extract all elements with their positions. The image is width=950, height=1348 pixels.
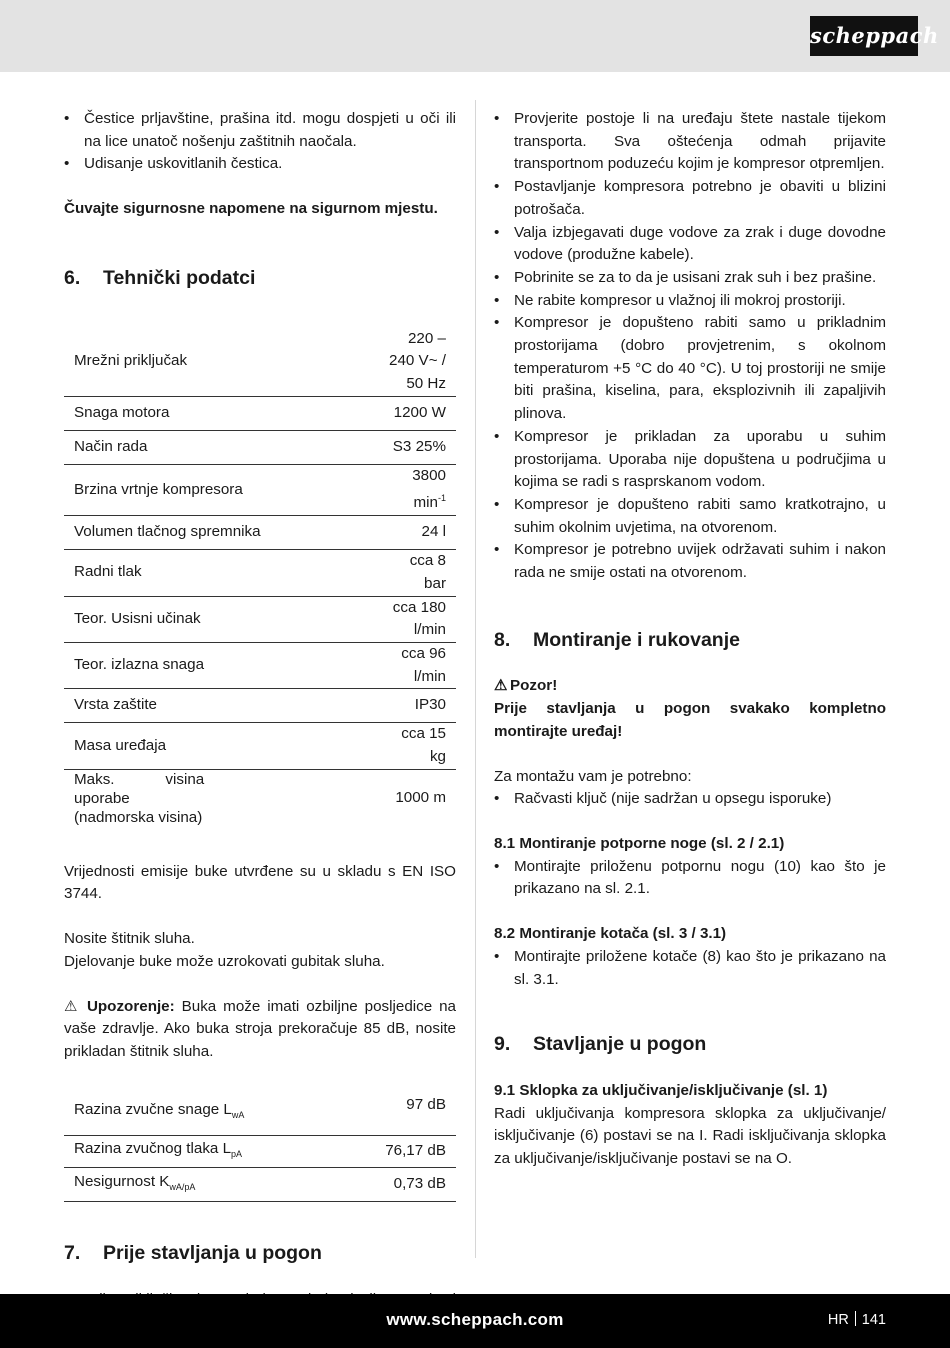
list-item: • Montirajte priloženu potpornu nogu (10) kao što je prikazano na sl. 2.1. xyxy=(494,856,886,901)
table-row: Nesigurnost $K_{wA/pA}$ 0,73 dB xyxy=(64,1168,456,1202)
bullet-list xyxy=(494,946,886,991)
table-row: Masa uređaja cca 15 kg xyxy=(64,723,456,769)
table-row: Brzina vrtnje kompresora 3800 $\min^{-1}$ xyxy=(64,464,456,515)
ear-protection-note: Nosite štitnik sluha. xyxy=(64,930,195,948)
tools-needed: Za montažu vam je potrebno: xyxy=(494,767,692,785)
right-column xyxy=(494,108,886,1171)
left-column xyxy=(64,108,456,1334)
section-heading-8: 8. Montiranje i rukovanje xyxy=(494,628,740,651)
table-row: Radni tlak cca 8 bar xyxy=(64,550,456,596)
website-link[interactable]: www.scheppach.com xyxy=(386,1310,564,1329)
table-row: Snaga motora 1200 W xyxy=(64,396,456,430)
list-item: • Valja izbjegavati duge vodove za zrak i duge dovodne vodove (produžne kabele). xyxy=(494,222,886,267)
subsection-heading-9-1: 9.1 Sklopka za uključivanje/isključivanje (sl. 1) xyxy=(494,1081,828,1099)
emission-note: Vrijednosti emisije buke utvrđene su u skladu s EN ISO 3744. xyxy=(64,862,456,903)
column-divider xyxy=(475,100,476,1258)
noise-table xyxy=(64,1090,456,1203)
section-heading-9: 9. Stavljanje u pogon xyxy=(494,1033,707,1056)
keep-notice: Čuvajte sigurnosne napomene na sigurnom mjestu. xyxy=(64,200,438,218)
table-row: Razina zvučnog tlaka $L_{pA}$ 76,17 dB xyxy=(64,1136,456,1168)
list-item: • Kompresor je dopušteno rabiti samo u prikladnim prostorijama (dobro provjetrenim, s okolnom temperaturom +5 °C do 40 °C). U toj prostoriji ne smije biti prašina, kiselina, para, eksplozivnih ili zapaljivih plinova. xyxy=(494,312,886,426)
table-row: Teor. Usisni učinak cca 180 l/min xyxy=(64,596,456,642)
list-item: • Kompresor je dopušteno rabiti samo kratkotrajno, u suhim okolnim uvjetima, na otvorenom. xyxy=(494,494,886,539)
bullet-list xyxy=(494,788,886,811)
warning-triangle-icon: ⚠ xyxy=(64,997,78,1015)
list-item: • Montirajte priložene kotače (8) kao što je prikazano na sl. 3.1. xyxy=(494,946,886,991)
warning-paragraph: ⚠ Upozorenje: Buka može imati ozbiljne posljedice na vaše zdravlje. Ako buka stroja prekoračuje 85 dB, nosite prikladan štitnik sluha. xyxy=(64,997,456,1060)
bullet-list xyxy=(494,108,886,585)
list-item: • Račvasti ključ (nije sadržan u opsegu isporuke) xyxy=(494,788,886,811)
specs-table xyxy=(64,328,456,827)
list-item: • Kompresor je potrebno uvijek održavati suhim i nakon rada ne smije ostati na otvorenom. xyxy=(494,539,886,584)
table-row: Vrsta zaštite IP30 xyxy=(64,689,456,723)
list-item: • Kompresor je prikladan za uporabu u suhim prostorijama. Uporaba nije dopuštena u područjima u kojima se radi s rasprskanom vodom. xyxy=(494,426,886,494)
list-item: • Postavljanje kompresora potrebno je obaviti u blizini potrošača. xyxy=(494,176,886,221)
page-indicator xyxy=(828,1311,886,1328)
bullet-list xyxy=(64,108,456,176)
table-row: Način rada S3 25% xyxy=(64,430,456,464)
list-item: • Udisanje uskovitlanih čestica. xyxy=(64,153,456,176)
list-item: • Pobrinite se za to da je usisani zrak suh i bez prašine. xyxy=(494,267,886,290)
page-footer xyxy=(0,1294,950,1348)
list-item: • Ne rabite kompresor u vlažnoj ili mokroj prostoriji. xyxy=(494,290,886,313)
list-item: • Čestice prljavštine, prašina itd. mogu dospjeti u oči ili na lice unatoč nošenju zaštitnih naočala. xyxy=(64,108,456,153)
table-row: Mrežni priključak 220 – 240 V~ / 50 Hz xyxy=(74,329,446,392)
warning-triangle-icon: ⚠ xyxy=(494,677,508,695)
table-row: Volumen tlačnog spremnika 24 l xyxy=(64,516,456,550)
noise-hazard-note: Djelovanje buke može uzrokovati gubitak sluha. xyxy=(64,952,385,970)
section-heading-7: 7. Prije stavljanja u pogon xyxy=(64,1242,322,1265)
table-row: Teor. izlazna snaga cca 96 l/min xyxy=(64,642,456,688)
caution-label: ⚠ Pozor! xyxy=(494,675,886,698)
table-row: Maks. visina uporabe (nadmorska visina) 1000 m xyxy=(64,769,456,827)
language-code: HR xyxy=(827,1312,849,1328)
subsection-heading-8-2: 8.2 Montiranje kotača (sl. 3 / 3.1) xyxy=(494,925,727,943)
switch-instructions: Radi uključivanja kompresora sklopka za uključivanje/ isključivanje (6) postavi se na I. Radi isključivanja sklopka za uključivanje/isključivanje postavi se na O. xyxy=(494,1104,886,1168)
brand-logo: scheppach xyxy=(810,16,918,56)
table-row: Razina zvučne snage $L_{wA}$ 97 dB xyxy=(64,1090,456,1136)
page-header xyxy=(0,0,950,72)
list-item: • Provjerite postoje li na uređaju štete nastale tijekom transporta. Sva oštećenja odmah prijavite transportnom poduzeću kojim je kompresor otpremljen. xyxy=(494,108,886,176)
caution-text: Prije stavljanja u pogon svakako kompletno montirajte uređaj! xyxy=(494,700,886,740)
subsection-heading-8-1: 8.1 Montiranje potporne noge (sl. 2 / 2.1) xyxy=(494,834,785,852)
section-heading-6: 6. Tehnički podatci xyxy=(64,266,256,289)
bullet-list xyxy=(494,856,886,901)
page-number: 141 xyxy=(861,1312,886,1328)
